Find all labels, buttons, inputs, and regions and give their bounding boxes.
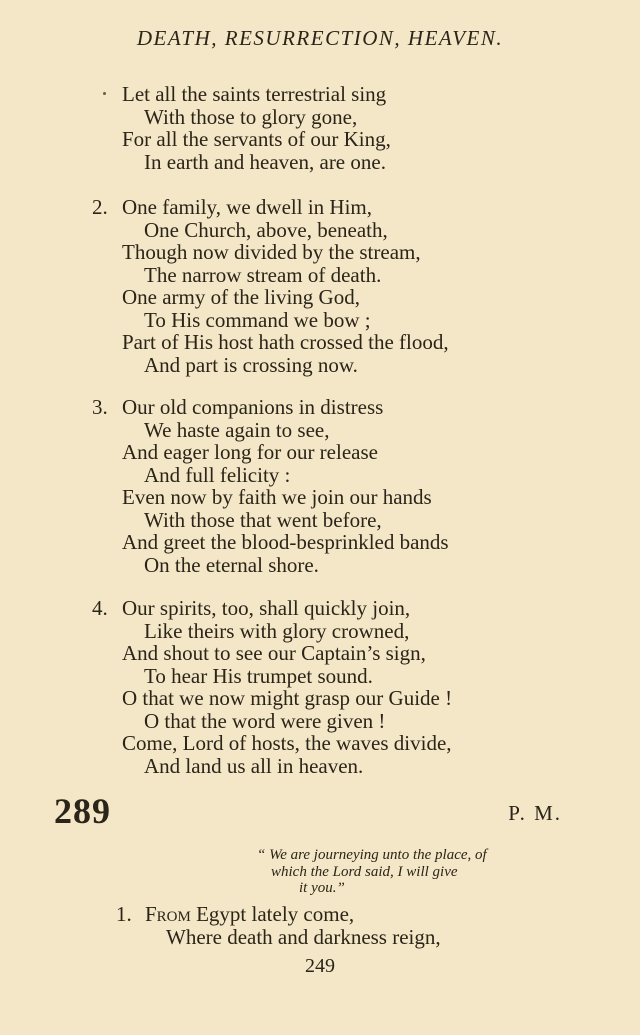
verse-line: And full felicity :	[144, 462, 291, 487]
verse-line: Like theirs with glory crowned,	[144, 618, 410, 643]
hymn-number: 289	[54, 791, 111, 831]
verse-line: And shout to see our Captain’s sign,	[122, 641, 426, 665]
first-word: From	[145, 902, 191, 926]
stanza-2	[92, 195, 449, 377]
verse-line: One army of the living God,	[122, 285, 360, 309]
verse-line: Let all the saints terrestrial sing	[122, 82, 387, 106]
first-verse	[116, 903, 441, 948]
verse-line: Even now by faith we join our hands	[122, 485, 432, 509]
verse-line-rest: Egypt lately come,	[190, 902, 355, 926]
verse-line: With those that went before,	[144, 507, 382, 532]
verse-line: One family, we dwell in Him,	[122, 195, 373, 219]
verse-line: To His command we bow ;	[144, 307, 371, 332]
verse-line: Part of His host hath crossed the flood,	[122, 330, 449, 354]
stray-mark	[103, 92, 106, 95]
epigraph	[257, 847, 567, 897]
stanza-number: 2.	[92, 195, 108, 219]
verse-line: And part is crossing now.	[144, 352, 358, 377]
verse-line: And land us all in heaven.	[144, 753, 364, 778]
verse-line: Where death and darkness reign,	[166, 924, 441, 949]
verse-line: Though now divided by the stream,	[122, 240, 421, 264]
verse-line: The narrow stream of death.	[144, 262, 382, 287]
verse-line: O that the word were given !	[144, 708, 386, 733]
verse-line: For all the servants of our King,	[122, 127, 391, 151]
epigraph-line: “ We are journeying unto the place, of	[257, 847, 487, 863]
verse-line: Our old companions in distress	[122, 395, 384, 419]
stanza-continued	[122, 83, 391, 173]
verse-line: To hear His trumpet sound.	[144, 663, 373, 688]
hymn-meter: P. M.	[508, 801, 562, 825]
verse-line: O that we now might grasp our Guide !	[122, 686, 453, 710]
stanza-number: 4.	[92, 596, 108, 620]
verse-line: On the eternal shore.	[144, 552, 319, 577]
verse-line	[116, 903, 441, 926]
verse-line: In earth and heaven, are one.	[144, 149, 386, 174]
verse-line: Our spirits, too, shall quickly join,	[122, 596, 411, 620]
verse-line: We haste again to see,	[144, 417, 330, 442]
stanza-number: 3.	[92, 395, 108, 419]
verse-line: With those to glory gone,	[144, 104, 358, 129]
epigraph-line: which the Lord said, I will give	[271, 863, 458, 880]
stanza-4	[92, 596, 453, 778]
verse-line: And greet the blood-besprinkled bands	[122, 530, 449, 554]
page-number: 249	[305, 955, 335, 977]
stanza-3	[92, 395, 449, 577]
verse-line: And eager long for our release	[122, 440, 378, 464]
verse-line: One Church, above, beneath,	[144, 217, 388, 242]
epigraph-line: it you.”	[299, 880, 345, 896]
running-header: DEATH, RESURRECTION, HEAVEN.	[136, 26, 504, 50]
verse-line: Come, Lord of hosts, the waves divide,	[122, 731, 452, 755]
stanza-number: 1.	[116, 902, 132, 926]
